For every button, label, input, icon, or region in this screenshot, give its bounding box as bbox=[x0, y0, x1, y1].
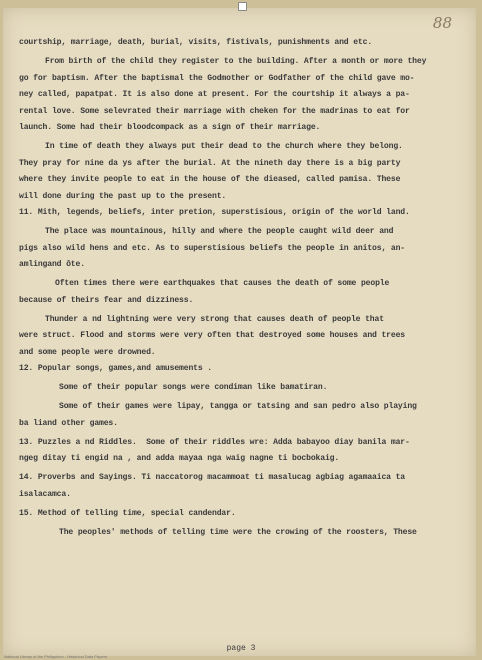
text-line: ngeg ditay ti engid na , and adda mayaa nga waig nagne ti bocbokaig. bbox=[19, 454, 340, 463]
section-heading: 13. Puzzles a nd Riddles. Some of their riddles wre: Adda babayoo diay banila mar- bbox=[19, 437, 410, 447]
section-heading: 12. Popular songs, games,and amusements . bbox=[19, 364, 212, 373]
text-line: In time of death they always put their dead to the church where they belong. bbox=[45, 142, 403, 151]
section-heading: 15. Method of telling time, special candendar. bbox=[19, 508, 236, 518]
archive-credit: National Library of the Philippines - Historical Data Papers bbox=[4, 654, 107, 659]
section-heading: 14. Proverbs and Sayings. Ti naccatorog macammoat ti masalucag agbiag agamaaica ta bbox=[19, 473, 405, 482]
text-line: where they invite people to eat in the house of the dieased, called pamisa. These bbox=[19, 175, 401, 184]
text-line: From birth of the child they register to the building. After a month or more they bbox=[45, 57, 427, 66]
text-line: The peoples' methods of telling time were the crowing of the roosters, These bbox=[59, 527, 417, 537]
text-line: Thunder a nd lightning were very strong that causes death of people that bbox=[45, 314, 384, 324]
text-line: Often times there were earthquakes that causes the death of some people bbox=[55, 279, 390, 288]
text-line: amlingand ôte. bbox=[19, 260, 85, 269]
text-line: ba liand other games. bbox=[19, 418, 118, 428]
text-line: because of theirs fear and dizziness. bbox=[19, 295, 194, 305]
text-line: will done during the past up to the present. bbox=[19, 191, 227, 201]
text-line: rental love. Some selevrated their marriage with cheken for the madrinas to eat for bbox=[19, 106, 410, 116]
text-line: isalacamca. bbox=[19, 489, 71, 499]
text-line: and some people were drowned. bbox=[19, 347, 156, 357]
top-marker bbox=[238, 2, 247, 11]
text-line: Some of their popular songs were condiman like bamatiran. bbox=[59, 383, 328, 392]
text-line: courtship, marriage, death, burial, visits, fistivals, punishments and etc. bbox=[19, 38, 373, 47]
handwritten-page-number: 88 bbox=[432, 14, 452, 32]
text-line: They pray for nine da ys after the burial. At the nineth day there is a big party bbox=[19, 158, 401, 168]
text-line: The place was mountainous, hilly and where the people caught wild deer and bbox=[45, 227, 394, 236]
text-line: pigs also wild hens and etc. As to superstisious beliefs the people in anitos, an- bbox=[19, 243, 405, 253]
section-heading: 11. Mith, legends, beliefs, inter pretion, superstisious, origin of the world land. bbox=[19, 208, 410, 217]
page-footer: page 3 bbox=[226, 644, 256, 653]
text-line: were struct. Flood and storms were very often that destroyed some houses and trees bbox=[19, 331, 405, 340]
text-line: Some of their games were lipay, tangga or tatsing and san pedro also playing bbox=[59, 402, 417, 411]
text-line: go for baptism. After the baptismal the Godmother or Godfather of the child gave mo- bbox=[19, 73, 415, 83]
document-body bbox=[19, 38, 464, 538]
text-line: ney called, papatpat. It is also done at present. For the courtship it always a pa- bbox=[19, 90, 410, 99]
text-line: launch. Some had their bloodcompack as a sign of their marriage. bbox=[19, 123, 321, 132]
